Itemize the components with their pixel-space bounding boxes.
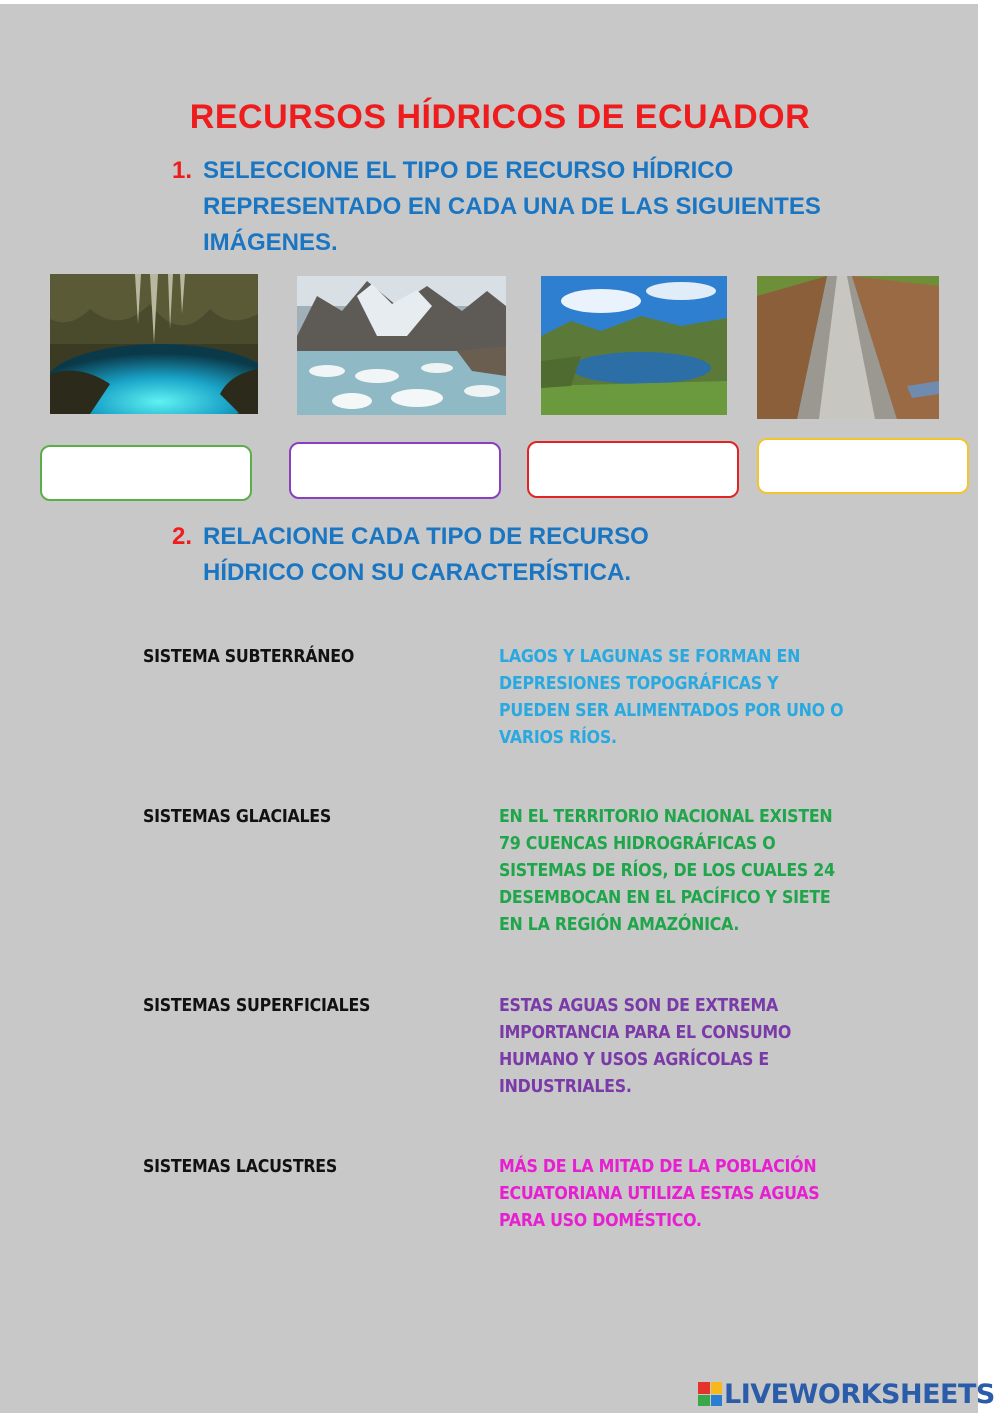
match-label-glaciales[interactable]: SISTEMAS GLACIALES <box>143 806 331 827</box>
answer-box-4[interactable] <box>757 438 969 494</box>
match-label-subterraneo[interactable]: SISTEMA SUBTERRÁNEO <box>143 646 355 667</box>
image-mountain-lake <box>541 276 727 415</box>
question-2-text: RELACIONE CADA TIPO DE RECURSO HÍDRICO CON SU CARACTERÍSTICA. <box>203 523 649 586</box>
image-glacier-lake <box>297 276 506 415</box>
question-2-number: 2. <box>172 523 193 550</box>
liveworksheets-logo-icon <box>698 1382 722 1406</box>
liveworksheets-brand <box>698 1378 995 1410</box>
characteristic-3[interactable]: ESTAS AGUAS SON DE EXTREMA IMPORTANCIA PARA EL CONSUMO HUMANO Y USOS AGRÍCOLAS E INDUSTRIALES. <box>499 995 792 1097</box>
image-cave-pool <box>50 274 258 414</box>
question-1-text: SELECCIONE EL TIPO DE RECURSO HÍDRICO REPRESENTADO EN CADA UNA DE LAS SIGUIENTES IMÁGENES. <box>203 157 821 256</box>
match-label-lacustres[interactable]: SISTEMAS LACUSTRES <box>143 1156 338 1177</box>
characteristic-1[interactable]: LAGOS Y LAGUNAS SE FORMAN EN DEPRESIONES TOPOGRÁFICAS Y PUEDEN SER ALIMENTADOS POR UNO O VARIOS RÍOS. <box>499 646 844 748</box>
image-irrigation-canal <box>757 276 939 419</box>
characteristic-4[interactable]: MÁS DE LA MITAD DE LA POBLACIÓN ECUATORIANA UTILIZA ESTAS AGUAS PARA USO DOMÉSTICO. <box>499 1156 820 1231</box>
answer-box-1[interactable] <box>40 445 252 501</box>
liveworksheets-wordmark: LIVEWORKSHEETS <box>724 1378 995 1410</box>
question-1-number: 1. <box>172 157 193 184</box>
answer-box-2[interactable] <box>289 442 501 499</box>
page-title: RECURSOS HÍDRICOS DE ECUADOR <box>189 98 811 136</box>
characteristic-2[interactable]: EN EL TERRITORIO NACIONAL EXISTEN 79 CUENCAS HIDROGRÁFICAS O SISTEMAS DE RÍOS, DE LOS CUALES 24 DESEMBOCAN EN EL PACÍFICO Y SIETE EN LA REGIÓN AMAZÓNICA. <box>499 806 835 935</box>
answer-box-3[interactable] <box>527 441 739 498</box>
match-label-superficiales[interactable]: SISTEMAS SUPERFICIALES <box>143 995 371 1016</box>
